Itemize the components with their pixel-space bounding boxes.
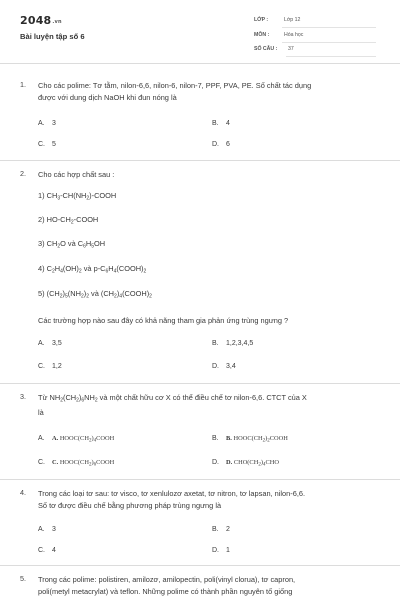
question-number: 2.	[20, 169, 26, 178]
header	[0, 0, 400, 64]
option-letter: D.	[212, 459, 219, 466]
compound-item-1: 1) $CH_3-CH(NH_2)$-COOH	[38, 191, 117, 202]
option-text: 5	[52, 141, 56, 148]
option-text: 6	[226, 141, 230, 148]
question-number: 1.	[20, 80, 26, 89]
question-prompt: Các trường hợp nào sau đây có khả năng tham gia phản ứng trùng ngưng ?	[38, 316, 289, 325]
option-letter: A.	[38, 526, 45, 533]
question-line: Số tơ được điều chế bằng phương pháp trùng ngưng là	[38, 501, 222, 510]
option-b[interactable]	[212, 120, 230, 127]
brand-name: 2048	[20, 14, 52, 27]
option-letter: C.	[38, 459, 45, 466]
option-d[interactable]	[212, 363, 236, 370]
question-divider	[0, 383, 400, 384]
question-line: Từ $NH_2(CH_2)_6NH_2$ và một chất hữu cơ X có thể điều chế tơ nilon-6,6. CTCT của X	[38, 393, 307, 404]
meta-value: 37	[288, 46, 294, 52]
option-a[interactable]	[38, 526, 56, 533]
option-letter: A.	[38, 435, 45, 442]
meta-class	[254, 13, 376, 29]
option-text: 2	[226, 526, 230, 533]
meta-count	[254, 42, 376, 58]
option-text: C. $HOOC(CH_2)_6COOH$	[52, 459, 115, 468]
option-text: 4	[226, 120, 230, 127]
option-letter: B.	[212, 120, 219, 127]
question-line: poli(metyl metacrylat) và teflon. Những polime có thành phần nguyên tố giống	[38, 587, 293, 596]
meta-underline	[286, 56, 376, 57]
question-number: 3.	[20, 392, 26, 401]
option-text: 1,2,3,4,5	[226, 340, 254, 347]
option-c[interactable]	[38, 141, 56, 148]
option-c[interactable]	[38, 363, 62, 370]
option-letter: D.	[212, 363, 219, 370]
question-line: Trong các polime: polistiren, amilozơ, amilopectin, poli(vinyl clorua), tơ capron,	[38, 575, 296, 584]
option-text: 3,5	[52, 340, 62, 347]
question-line: Cho các hợp chất sau :	[38, 170, 115, 179]
option-a[interactable]	[38, 435, 114, 444]
option-letter: D.	[212, 141, 219, 148]
compound-item-5: 5) $(CH_2)_5(NH_2)_2$ và $(CH_2)_4(COOH)_2$	[38, 289, 152, 300]
option-letter: C.	[38, 141, 45, 148]
question-divider	[0, 479, 400, 480]
option-d[interactable]	[212, 547, 230, 554]
option-c[interactable]	[38, 459, 114, 468]
option-letter: B.	[212, 435, 219, 442]
option-letter: B.	[212, 526, 219, 533]
option-text: A. $HOOC(CH_2)_4COOH$	[52, 435, 115, 444]
option-a[interactable]	[38, 340, 62, 347]
question-text	[38, 169, 378, 181]
option-text: D. $CHO(CH_2)_4CHO$	[226, 459, 279, 468]
compound-item-3: 3) $CH_2O$ và $C_6H_5OH$	[38, 239, 106, 250]
option-text: 4	[52, 547, 56, 554]
compound-item-4: 4) $C_2H_4(OH)_2$ và $p-C_6H_4(COOH)_2$	[38, 264, 147, 275]
question-number: 4.	[20, 488, 26, 497]
question-text	[38, 488, 378, 512]
option-b[interactable]	[212, 526, 230, 533]
meta-value: Lớp 12	[284, 17, 301, 23]
option-letter: D.	[212, 547, 219, 554]
page-title: Bài luyện tập số 6	[20, 32, 85, 41]
meta-label: LỚP :	[254, 17, 269, 23]
question-text	[38, 574, 378, 598]
meta-label: SỐ CÂU :	[254, 46, 278, 52]
question-divider	[0, 160, 400, 161]
option-letter: A.	[38, 340, 45, 347]
question-divider	[0, 565, 400, 566]
question-line: Trong các loại tơ sau: tơ visco, tơ xenlulozơ axetat, tơ nitron, tơ lapsan, nilon-6,6.	[38, 489, 306, 498]
option-b[interactable]	[212, 340, 253, 347]
brand-suffix: .vn	[52, 19, 62, 25]
option-text: B. $HOOC(CH_2)_2COOH$	[226, 435, 288, 444]
option-d[interactable]	[212, 459, 279, 468]
option-text: 3	[52, 526, 56, 533]
option-letter: A.	[38, 120, 45, 127]
question-line: là	[38, 407, 44, 417]
question-number: 5.	[20, 574, 26, 583]
question-text	[38, 392, 378, 419]
meta-value: Hóa học	[284, 32, 304, 38]
brand-logo	[20, 14, 62, 27]
option-b[interactable]	[212, 435, 288, 444]
option-text: 1	[226, 547, 230, 554]
question-line: được với dung dịch NaOH khi đun nóng là	[38, 93, 177, 102]
meta-label: MÔN :	[254, 32, 270, 38]
question-text	[38, 80, 378, 104]
option-text: 3,4	[226, 363, 236, 370]
option-d[interactable]	[212, 141, 230, 148]
option-c[interactable]	[38, 547, 56, 554]
option-letter: C.	[38, 547, 45, 554]
option-letter: B.	[212, 340, 219, 347]
compound-item-2: 2) $HO-CH_2$-COOH	[38, 215, 99, 226]
option-a[interactable]	[38, 120, 56, 127]
option-letter: C.	[38, 363, 45, 370]
question-line: Cho các polime: Tơ tằm, nilon-6,6, nilon-6, nilon-7, PPF, PVA, PE. Số chất tác dụng	[38, 81, 312, 90]
option-text: 1,2	[52, 363, 62, 370]
option-text: 3	[52, 120, 56, 127]
